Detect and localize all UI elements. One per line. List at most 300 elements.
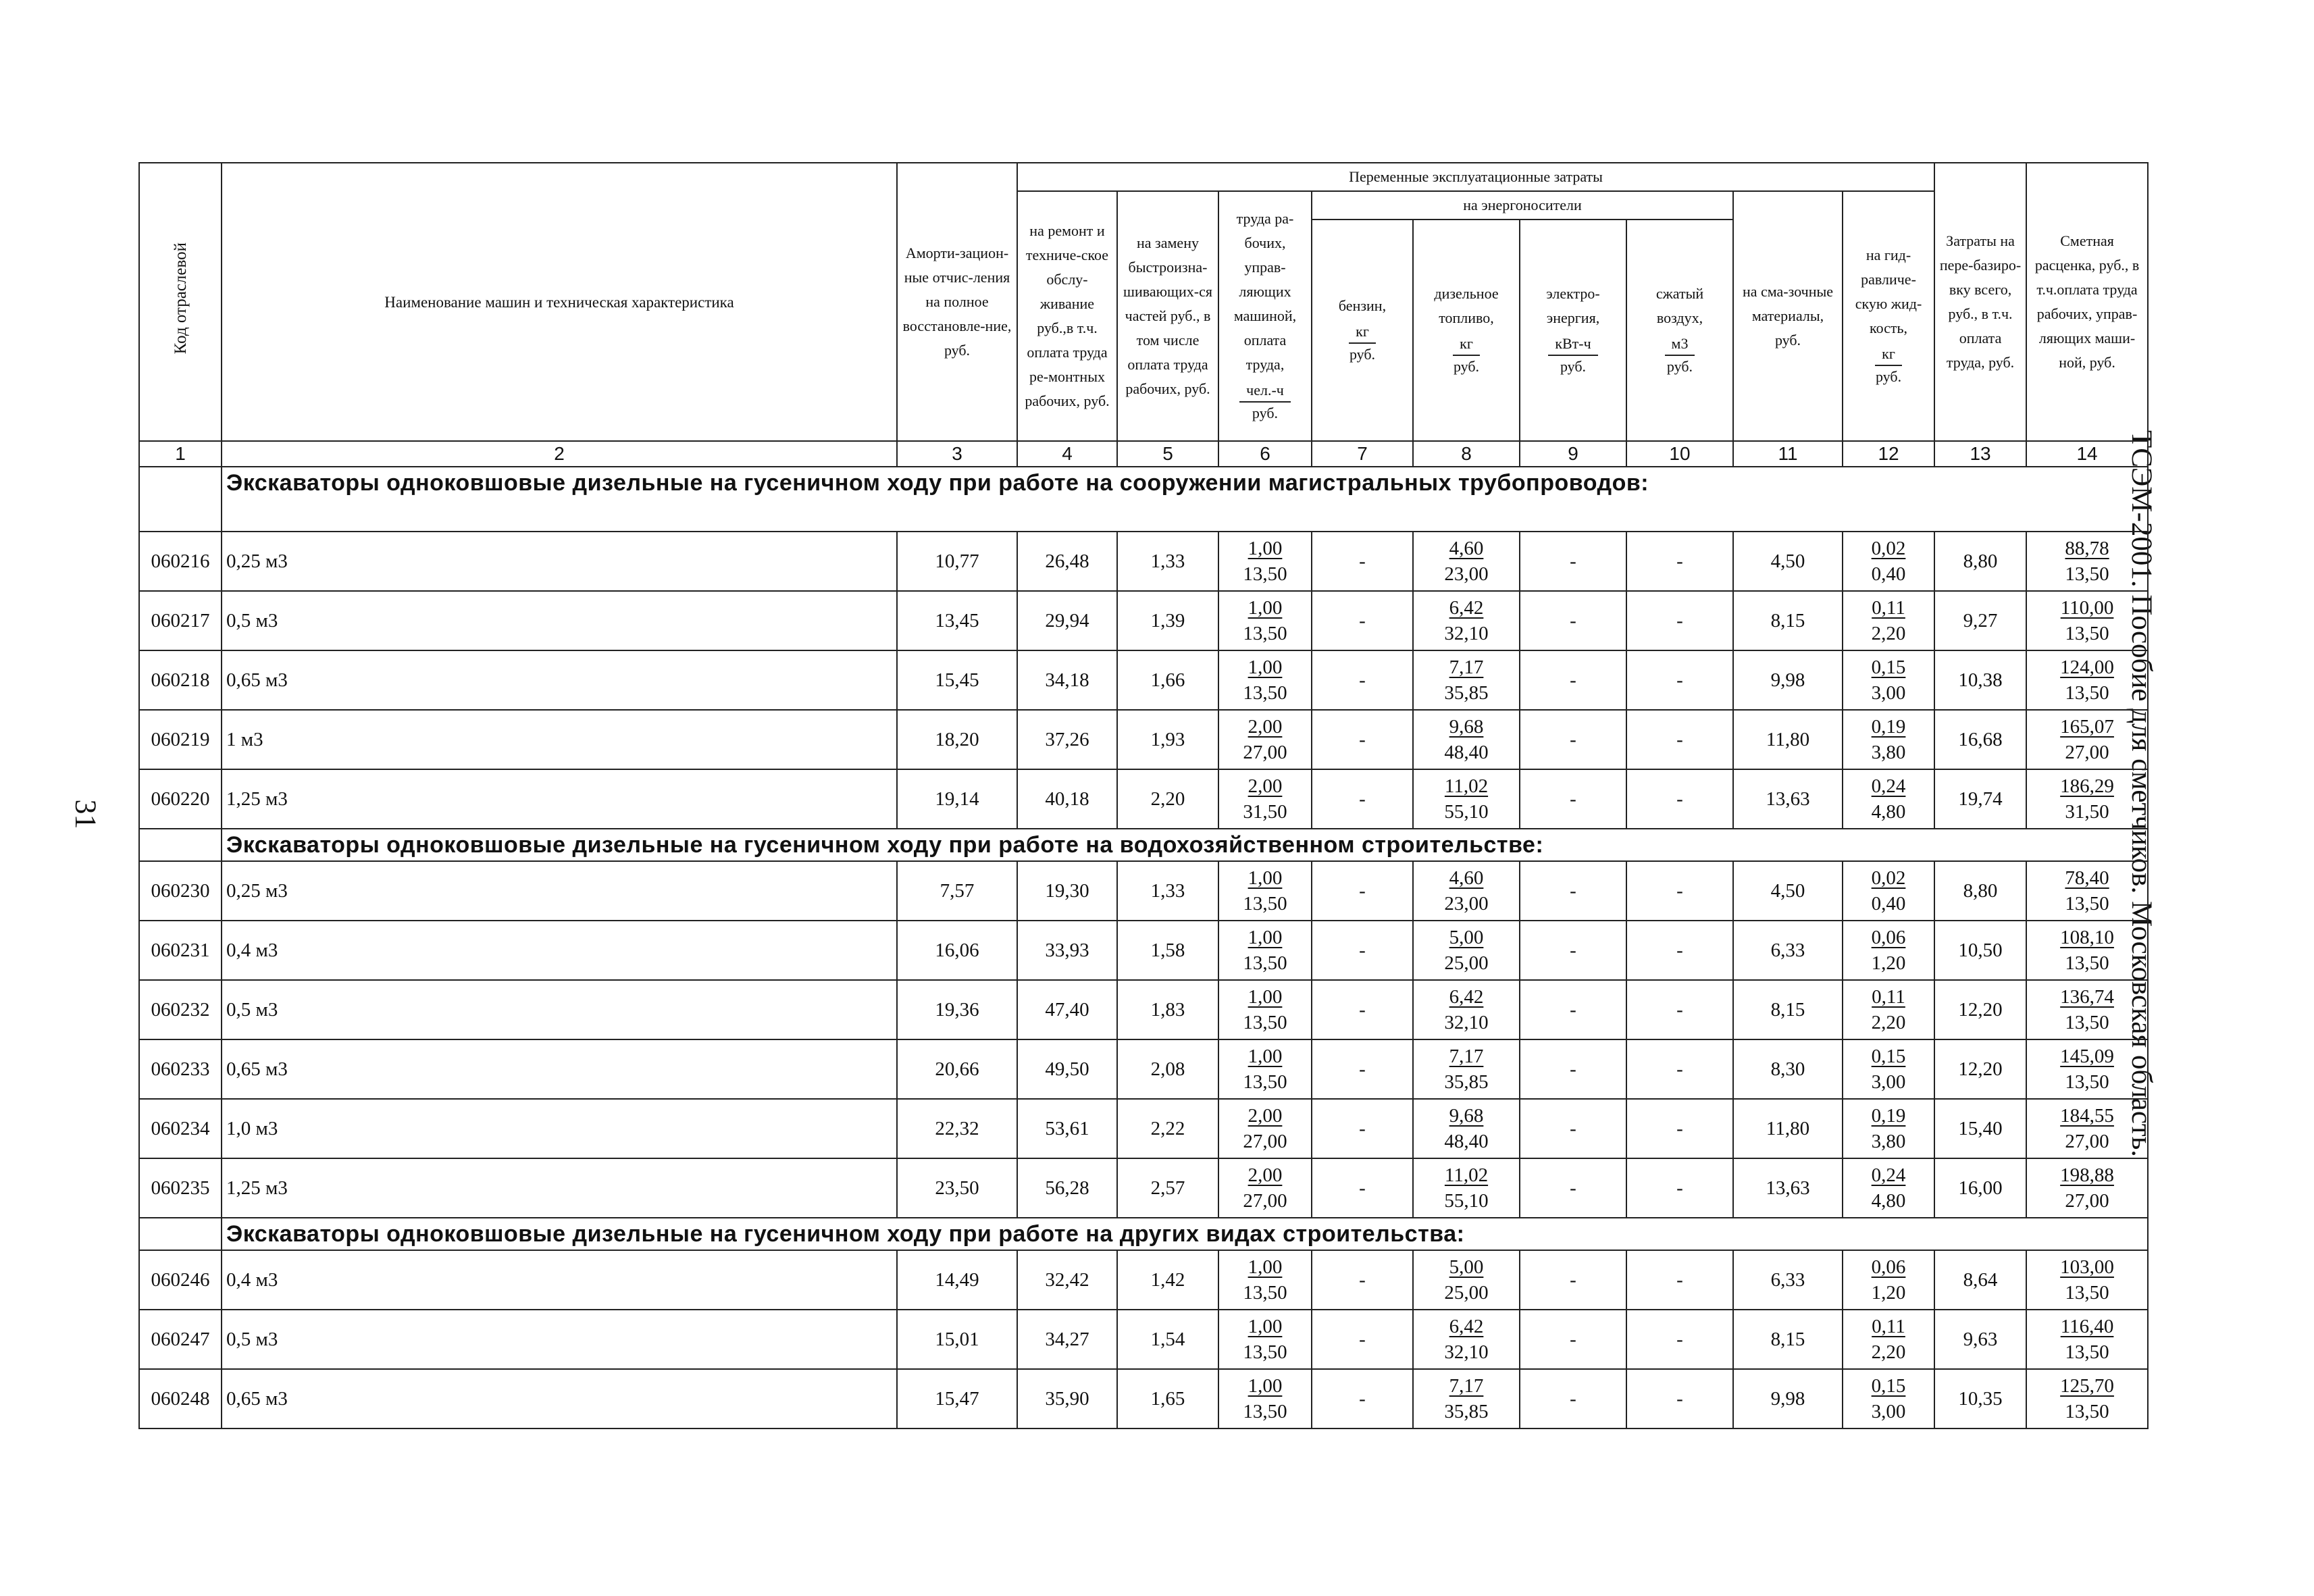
amortization-value: 16,06 bbox=[897, 921, 1017, 980]
labor-value-top: 2,00 bbox=[1248, 716, 1283, 738]
diesel-value-bottom: 48,40 bbox=[1444, 1131, 1489, 1152]
section-title: Экскаваторы одноковшовые дизельные на гусеничном ходу при работе на сооружении магистральных трубопроводов: bbox=[222, 467, 2148, 532]
estimated-rate-value-bottom: 27,00 bbox=[2065, 742, 2109, 763]
amortization-value: 19,14 bbox=[897, 769, 1017, 829]
labor-value-cell bbox=[1218, 1099, 1312, 1158]
estimated-rate-value-cell bbox=[2026, 1039, 2148, 1099]
estimated-rate-value-bottom: 13,50 bbox=[2065, 1341, 2109, 1363]
repair-value: 32,42 bbox=[1017, 1250, 1117, 1310]
estimated-rate-value-bottom: 13,50 bbox=[2065, 1282, 2109, 1304]
relocation-value: 19,74 bbox=[1934, 769, 2026, 829]
diesel-value-cell bbox=[1413, 1369, 1520, 1428]
repair-value: 29,94 bbox=[1017, 591, 1117, 650]
estimated-rate-value-top: 165,07 bbox=[2060, 716, 2114, 738]
parts-value: 1,42 bbox=[1117, 1250, 1218, 1310]
parts-value: 1,58 bbox=[1117, 921, 1218, 980]
relocation-value: 8,64 bbox=[1934, 1250, 2026, 1310]
machine-code: 060218 bbox=[139, 650, 222, 710]
hydraulic-value-cell bbox=[1843, 769, 1934, 829]
hydraulic-value-bottom: 1,20 bbox=[1871, 1282, 1906, 1304]
labor-value-top: 2,00 bbox=[1248, 1105, 1283, 1127]
labor-value-top: 2,00 bbox=[1248, 775, 1283, 797]
relocation-value: 15,40 bbox=[1934, 1099, 2026, 1158]
header-amortization: Аморти-зацион-ные отчис-ления на полное восстановле-ние, руб. bbox=[897, 163, 1017, 441]
labor-value-cell bbox=[1218, 921, 1312, 980]
table-row bbox=[139, 980, 2148, 1039]
labor-value-top: 1,00 bbox=[1248, 597, 1283, 619]
lubricants-value: 13,63 bbox=[1733, 769, 1843, 829]
compressed-air-value: - bbox=[1626, 650, 1733, 710]
diesel-value-bottom: 25,00 bbox=[1444, 1282, 1489, 1304]
relocation-value: 9,63 bbox=[1934, 1310, 2026, 1369]
table-row bbox=[139, 1250, 2148, 1310]
machine-code: 060232 bbox=[139, 980, 222, 1039]
petrol-value: - bbox=[1312, 769, 1413, 829]
machine-code: 060220 bbox=[139, 769, 222, 829]
repair-value: 34,18 bbox=[1017, 650, 1117, 710]
amortization-value: 13,45 bbox=[897, 591, 1017, 650]
petrol-value: - bbox=[1312, 650, 1413, 710]
labor-value-top: 2,00 bbox=[1248, 1164, 1283, 1186]
estimated-rate-value-cell bbox=[2026, 591, 2148, 650]
labor-value-bottom: 27,00 bbox=[1243, 1131, 1287, 1152]
section-row bbox=[139, 467, 2148, 532]
labor-value-bottom: 13,50 bbox=[1243, 682, 1287, 704]
header-repair: на ремонт и техниче-ское обслу-живание руб.,в т.ч. оплата труда ре-монтных рабочих, руб. bbox=[1017, 191, 1117, 441]
amortization-value: 23,50 bbox=[897, 1158, 1017, 1218]
estimated-rate-value-cell bbox=[2026, 1158, 2148, 1218]
estimated-rate-value-cell bbox=[2026, 710, 2148, 769]
header-estimated-rate: Сметная расценка, руб., в т.ч.оплата труда рабочих, управ-ляющих маши- ной, руб. bbox=[2026, 163, 2148, 441]
table-row bbox=[139, 1158, 2148, 1218]
hydraulic-value-cell bbox=[1843, 921, 1934, 980]
diesel-value-top: 11,02 bbox=[1444, 775, 1489, 797]
diesel-value-top: 6,42 bbox=[1449, 1316, 1484, 1337]
header-parts: на замену быстроизна-шивающих-ся частей руб., в том числе оплата труда рабочих, руб. bbox=[1117, 191, 1218, 441]
column-number: 11 bbox=[1733, 441, 1843, 467]
machine-name: 0,4 м3 bbox=[222, 921, 897, 980]
hydraulic-value-bottom: 4,80 bbox=[1871, 801, 1906, 823]
labor-value-top: 1,00 bbox=[1248, 1256, 1283, 1278]
parts-value: 1,83 bbox=[1117, 980, 1218, 1039]
compressed-air-value: - bbox=[1626, 1369, 1733, 1428]
electricity-value: - bbox=[1520, 591, 1626, 650]
electricity-value: - bbox=[1520, 980, 1626, 1039]
machine-name: 0,5 м3 bbox=[222, 980, 897, 1039]
hydraulic-value-cell bbox=[1843, 1158, 1934, 1218]
labor-value-bottom: 13,50 bbox=[1243, 893, 1287, 915]
machine-code: 060246 bbox=[139, 1250, 222, 1310]
hydraulic-value-top: 0,11 bbox=[1872, 597, 1905, 619]
lubricants-value: 8,15 bbox=[1733, 980, 1843, 1039]
header-diesel: дизельное топливо, кг руб. bbox=[1413, 220, 1520, 441]
repair-value: 49,50 bbox=[1017, 1039, 1117, 1099]
estimated-rate-value-top: 145,09 bbox=[2060, 1046, 2114, 1067]
estimated-rate-value-top: 103,00 bbox=[2060, 1256, 2114, 1278]
labor-value-bottom: 13,50 bbox=[1243, 563, 1287, 585]
column-number: 10 bbox=[1626, 441, 1733, 467]
labor-value-bottom: 13,50 bbox=[1243, 1071, 1287, 1093]
relocation-value: 16,00 bbox=[1934, 1158, 2026, 1218]
amortization-value: 7,57 bbox=[897, 861, 1017, 921]
machine-name: 0,4 м3 bbox=[222, 1250, 897, 1310]
labor-value-cell bbox=[1218, 1369, 1312, 1428]
hydraulic-value-bottom: 0,40 bbox=[1871, 893, 1906, 915]
document-side-title: ТСЭМ-2001. Пособие для сметчиков. Московская область. bbox=[2126, 430, 2157, 1158]
labor-value-cell bbox=[1218, 710, 1312, 769]
compressed-air-value: - bbox=[1626, 1099, 1733, 1158]
table-row bbox=[139, 861, 2148, 921]
diesel-value-cell bbox=[1413, 1099, 1520, 1158]
labor-value-top: 1,00 bbox=[1248, 657, 1283, 678]
estimated-rate-value-bottom: 27,00 bbox=[2065, 1190, 2109, 1212]
diesel-value-cell bbox=[1413, 769, 1520, 829]
diesel-value-bottom: 23,00 bbox=[1444, 563, 1489, 585]
diesel-value-top: 4,60 bbox=[1449, 867, 1484, 889]
machine-name: 0,65 м3 bbox=[222, 1369, 897, 1428]
parts-value: 2,08 bbox=[1117, 1039, 1218, 1099]
lubricants-value: 13,63 bbox=[1733, 1158, 1843, 1218]
estimated-rate-value-cell bbox=[2026, 532, 2148, 591]
repair-value: 47,40 bbox=[1017, 980, 1117, 1039]
diesel-value-cell bbox=[1413, 650, 1520, 710]
hydraulic-value-top: 0,11 bbox=[1872, 986, 1905, 1008]
column-number: 8 bbox=[1413, 441, 1520, 467]
diesel-value-bottom: 32,10 bbox=[1444, 623, 1489, 644]
header-lubricants: на сма-зочные материалы, руб. bbox=[1733, 191, 1843, 441]
header-labor: труда ра-бочих, управ-ляющих машиной, оплата труда, чел.-ч руб. bbox=[1218, 191, 1312, 441]
header-code: Код отраслевой bbox=[139, 163, 222, 441]
machine-name: 1,25 м3 bbox=[222, 769, 897, 829]
compressed-air-value: - bbox=[1626, 861, 1733, 921]
machine-code: 060230 bbox=[139, 861, 222, 921]
diesel-value-cell bbox=[1413, 710, 1520, 769]
estimated-rate-value-cell bbox=[2026, 1369, 2148, 1428]
repair-value: 40,18 bbox=[1017, 769, 1117, 829]
electricity-value: - bbox=[1520, 1099, 1626, 1158]
machine-name: 0,25 м3 bbox=[222, 532, 897, 591]
estimated-rate-value-top: 124,00 bbox=[2060, 657, 2114, 678]
compressed-air-value: - bbox=[1626, 591, 1733, 650]
petrol-value: - bbox=[1312, 1369, 1413, 1428]
machine-code: 060247 bbox=[139, 1310, 222, 1369]
estimated-rate-value-bottom: 13,50 bbox=[2065, 682, 2109, 704]
petrol-value: - bbox=[1312, 710, 1413, 769]
diesel-value-top: 4,60 bbox=[1449, 538, 1484, 559]
machine-code: 060248 bbox=[139, 1369, 222, 1428]
column-numbers-row bbox=[139, 441, 2148, 467]
hydraulic-value-top: 0,15 bbox=[1871, 1375, 1906, 1397]
petrol-value: - bbox=[1312, 861, 1413, 921]
column-number: 3 bbox=[897, 441, 1017, 467]
parts-value: 1,66 bbox=[1117, 650, 1218, 710]
hydraulic-value-bottom: 2,20 bbox=[1871, 1341, 1906, 1363]
electricity-value: - bbox=[1520, 1250, 1626, 1310]
electricity-value: - bbox=[1520, 710, 1626, 769]
hydraulic-value-bottom: 0,40 bbox=[1871, 563, 1906, 585]
electricity-value: - bbox=[1520, 1369, 1626, 1428]
machine-code: 060216 bbox=[139, 532, 222, 591]
amortization-value: 15,45 bbox=[897, 650, 1017, 710]
relocation-value: 8,80 bbox=[1934, 532, 2026, 591]
labor-value-bottom: 13,50 bbox=[1243, 1401, 1287, 1422]
header-hydraulic: на гид-равличе-скую жид-кость, кг руб. bbox=[1843, 191, 1934, 441]
electricity-value: - bbox=[1520, 532, 1626, 591]
diesel-value-top: 6,42 bbox=[1449, 597, 1484, 619]
labor-value-top: 1,00 bbox=[1248, 986, 1283, 1008]
hydraulic-value-bottom: 4,80 bbox=[1871, 1190, 1906, 1212]
diesel-value-bottom: 35,85 bbox=[1444, 1401, 1489, 1422]
diesel-value-cell bbox=[1413, 532, 1520, 591]
estimated-rate-value-cell bbox=[2026, 921, 2148, 980]
repair-value: 56,28 bbox=[1017, 1158, 1117, 1218]
header-energy: на энергоносители bbox=[1312, 191, 1733, 220]
estimated-rate-value-bottom: 13,50 bbox=[2065, 563, 2109, 585]
column-number: 2 bbox=[222, 441, 897, 467]
table-row bbox=[139, 710, 2148, 769]
hydraulic-value-top: 0,15 bbox=[1871, 657, 1906, 678]
repair-value: 34,27 bbox=[1017, 1310, 1117, 1369]
diesel-value-cell bbox=[1413, 861, 1520, 921]
estimated-rate-value-top: 184,55 bbox=[2060, 1105, 2114, 1127]
hydraulic-value-top: 0,02 bbox=[1871, 867, 1906, 889]
lubricants-value: 4,50 bbox=[1733, 532, 1843, 591]
hydraulic-value-bottom: 3,00 bbox=[1871, 1401, 1906, 1422]
table-row bbox=[139, 1310, 2148, 1369]
labor-value-bottom: 13,50 bbox=[1243, 623, 1287, 644]
amortization-value: 20,66 bbox=[897, 1039, 1017, 1099]
column-number: 4 bbox=[1017, 441, 1117, 467]
lubricants-value: 9,98 bbox=[1733, 650, 1843, 710]
lubricants-value: 11,80 bbox=[1733, 710, 1843, 769]
labor-value-cell bbox=[1218, 861, 1312, 921]
column-number: 5 bbox=[1117, 441, 1218, 467]
column-number: 9 bbox=[1520, 441, 1626, 467]
repair-value: 26,48 bbox=[1017, 532, 1117, 591]
amortization-value: 10,77 bbox=[897, 532, 1017, 591]
petrol-value: - bbox=[1312, 532, 1413, 591]
estimated-rate-value-top: 186,29 bbox=[2060, 775, 2114, 797]
hydraulic-value-top: 0,06 bbox=[1871, 1256, 1906, 1278]
labor-value-bottom: 27,00 bbox=[1243, 742, 1287, 763]
section-title: Экскаваторы одноковшовые дизельные на гусеничном ходу при работе на других видах строительства: bbox=[222, 1218, 2148, 1250]
header-petrol: бензин, кг руб. bbox=[1312, 220, 1413, 441]
lubricants-value: 11,80 bbox=[1733, 1099, 1843, 1158]
diesel-value-top: 6,42 bbox=[1449, 986, 1484, 1008]
relocation-value: 12,20 bbox=[1934, 1039, 2026, 1099]
column-number: 13 bbox=[1934, 441, 2026, 467]
repair-value: 19,30 bbox=[1017, 861, 1117, 921]
estimated-rate-value-bottom: 13,50 bbox=[2065, 893, 2109, 915]
hydraulic-value-top: 0,19 bbox=[1871, 1105, 1906, 1127]
hydraulic-value-top: 0,19 bbox=[1871, 716, 1906, 738]
lubricants-value: 4,50 bbox=[1733, 861, 1843, 921]
estimated-rate-value-cell bbox=[2026, 1250, 2148, 1310]
table-row bbox=[139, 650, 2148, 710]
section-row bbox=[139, 829, 2148, 861]
labor-value-top: 1,00 bbox=[1248, 867, 1283, 889]
petrol-value: - bbox=[1312, 1250, 1413, 1310]
parts-value: 1,33 bbox=[1117, 861, 1218, 921]
diesel-value-bottom: 23,00 bbox=[1444, 893, 1489, 915]
estimated-rate-value-top: 110,00 bbox=[2060, 597, 2114, 619]
diesel-value-top: 7,17 bbox=[1449, 1046, 1484, 1067]
table-body bbox=[139, 441, 2148, 1428]
diesel-value-top: 7,17 bbox=[1449, 657, 1484, 678]
hydraulic-value-top: 0,15 bbox=[1871, 1046, 1906, 1067]
estimated-rate-value-top: 88,78 bbox=[2065, 538, 2109, 559]
diesel-value-cell bbox=[1413, 980, 1520, 1039]
header-variable-costs: Переменные эксплуатационные затраты bbox=[1017, 163, 1934, 191]
hydraulic-value-bottom: 3,80 bbox=[1871, 1131, 1906, 1152]
diesel-value-bottom: 32,10 bbox=[1444, 1341, 1489, 1363]
relocation-value: 16,68 bbox=[1934, 710, 2026, 769]
table-row bbox=[139, 1369, 2148, 1428]
hydraulic-value-cell bbox=[1843, 591, 1934, 650]
estimated-rate-value-bottom: 27,00 bbox=[2065, 1131, 2109, 1152]
diesel-value-top: 11,02 bbox=[1444, 1164, 1489, 1186]
labor-value-cell bbox=[1218, 532, 1312, 591]
compressed-air-value: - bbox=[1626, 710, 1733, 769]
labor-value-top: 1,00 bbox=[1248, 538, 1283, 559]
diesel-value-bottom: 35,85 bbox=[1444, 682, 1489, 704]
electricity-value: - bbox=[1520, 769, 1626, 829]
repair-value: 35,90 bbox=[1017, 1369, 1117, 1428]
petrol-value: - bbox=[1312, 1039, 1413, 1099]
estimated-rate-value-cell bbox=[2026, 650, 2148, 710]
parts-value: 1,54 bbox=[1117, 1310, 1218, 1369]
labor-value-bottom: 13,50 bbox=[1243, 1282, 1287, 1304]
estimated-rate-value-cell bbox=[2026, 1099, 2148, 1158]
labor-value-top: 1,00 bbox=[1248, 1046, 1283, 1067]
table-row bbox=[139, 921, 2148, 980]
compressed-air-value: - bbox=[1626, 532, 1733, 591]
labor-value-bottom: 27,00 bbox=[1243, 1190, 1287, 1212]
table-row bbox=[139, 1099, 2148, 1158]
relocation-value: 8,80 bbox=[1934, 861, 2026, 921]
machine-name: 0,65 м3 bbox=[222, 1039, 897, 1099]
table-row bbox=[139, 1039, 2148, 1099]
table-row bbox=[139, 532, 2148, 591]
lubricants-value: 9,98 bbox=[1733, 1369, 1843, 1428]
diesel-value-bottom: 25,00 bbox=[1444, 952, 1489, 974]
table-row bbox=[139, 769, 2148, 829]
machine-name: 0,25 м3 bbox=[222, 861, 897, 921]
parts-value: 2,22 bbox=[1117, 1099, 1218, 1158]
labor-value-cell bbox=[1218, 980, 1312, 1039]
header-compressed-air: сжатый воздух, м3 руб. bbox=[1626, 220, 1733, 441]
hydraulic-value-cell bbox=[1843, 1039, 1934, 1099]
labor-value-cell bbox=[1218, 1250, 1312, 1310]
parts-value: 1,93 bbox=[1117, 710, 1218, 769]
relocation-value: 10,35 bbox=[1934, 1369, 2026, 1428]
header-name: Наименование машин и техническая характеристика bbox=[222, 163, 897, 441]
compressed-air-value: - bbox=[1626, 921, 1733, 980]
estimated-rate-value-bottom: 13,50 bbox=[2065, 1071, 2109, 1093]
parts-value: 1,33 bbox=[1117, 532, 1218, 591]
electricity-value: - bbox=[1520, 1310, 1626, 1369]
labor-value-top: 1,00 bbox=[1248, 1375, 1283, 1397]
labor-value-bottom: 13,50 bbox=[1243, 952, 1287, 974]
hydraulic-value-cell bbox=[1843, 1250, 1934, 1310]
amortization-value: 18,20 bbox=[897, 710, 1017, 769]
machine-name: 0,65 м3 bbox=[222, 650, 897, 710]
machine-name: 0,5 м3 bbox=[222, 591, 897, 650]
amortization-value: 14,49 bbox=[897, 1250, 1017, 1310]
electricity-value: - bbox=[1520, 921, 1626, 980]
machine-code: 060233 bbox=[139, 1039, 222, 1099]
lubricants-value: 8,15 bbox=[1733, 591, 1843, 650]
hydraulic-value-top: 0,11 bbox=[1872, 1316, 1905, 1337]
parts-value: 2,20 bbox=[1117, 769, 1218, 829]
hydraulic-value-cell bbox=[1843, 1310, 1934, 1369]
labor-value-cell bbox=[1218, 1158, 1312, 1218]
header-electricity: электро-энергия, кВт-ч руб. bbox=[1520, 220, 1626, 441]
column-number: 7 bbox=[1312, 441, 1413, 467]
electricity-value: - bbox=[1520, 1158, 1626, 1218]
compressed-air-value: - bbox=[1626, 1310, 1733, 1369]
hydraulic-value-top: 0,24 bbox=[1871, 775, 1906, 797]
diesel-value-bottom: 35,85 bbox=[1444, 1071, 1489, 1093]
diesel-value-bottom: 55,10 bbox=[1444, 1190, 1489, 1212]
hydraulic-value-bottom: 1,20 bbox=[1871, 952, 1906, 974]
diesel-value-cell bbox=[1413, 1250, 1520, 1310]
compressed-air-value: - bbox=[1626, 1158, 1733, 1218]
estimated-rate-value-top: 78,40 bbox=[2065, 867, 2109, 889]
relocation-value: 10,50 bbox=[1934, 921, 2026, 980]
machine-name: 1,25 м3 bbox=[222, 1158, 897, 1218]
diesel-value-cell bbox=[1413, 1039, 1520, 1099]
hydraulic-value-cell bbox=[1843, 650, 1934, 710]
hydraulic-value-cell bbox=[1843, 980, 1934, 1039]
estimated-rate-value-bottom: 13,50 bbox=[2065, 1012, 2109, 1033]
diesel-value-cell bbox=[1413, 591, 1520, 650]
compressed-air-value: - bbox=[1626, 1039, 1733, 1099]
table-row bbox=[139, 591, 2148, 650]
parts-value: 1,65 bbox=[1117, 1369, 1218, 1428]
lubricants-value: 6,33 bbox=[1733, 921, 1843, 980]
section-row bbox=[139, 1218, 2148, 1250]
estimated-rate-value-cell bbox=[2026, 769, 2148, 829]
relocation-value: 10,38 bbox=[1934, 650, 2026, 710]
hydraulic-value-cell bbox=[1843, 1099, 1934, 1158]
hydraulic-value-bottom: 3,00 bbox=[1871, 1071, 1906, 1093]
petrol-value: - bbox=[1312, 1310, 1413, 1369]
diesel-value-top: 9,68 bbox=[1449, 716, 1484, 738]
hydraulic-value-cell bbox=[1843, 710, 1934, 769]
machine-code: 060231 bbox=[139, 921, 222, 980]
diesel-value-bottom: 55,10 bbox=[1444, 801, 1489, 823]
estimated-rate-value-top: 108,10 bbox=[2060, 927, 2114, 948]
hydraulic-value-cell bbox=[1843, 532, 1934, 591]
labor-value-cell bbox=[1218, 1039, 1312, 1099]
estimated-rate-value-top: 116,40 bbox=[2060, 1316, 2114, 1337]
diesel-value-bottom: 32,10 bbox=[1444, 1012, 1489, 1033]
hydraulic-value-bottom: 3,80 bbox=[1871, 742, 1906, 763]
hydraulic-value-top: 0,02 bbox=[1871, 538, 1906, 559]
petrol-value: - bbox=[1312, 591, 1413, 650]
compressed-air-value: - bbox=[1626, 1250, 1733, 1310]
labor-value-cell bbox=[1218, 650, 1312, 710]
petrol-value: - bbox=[1312, 1158, 1413, 1218]
hydraulic-value-top: 0,24 bbox=[1871, 1164, 1906, 1186]
relocation-value: 9,27 bbox=[1934, 591, 2026, 650]
amortization-value: 19,36 bbox=[897, 980, 1017, 1039]
section-title: Экскаваторы одноковшовые дизельные на гусеничном ходу при работе на водохозяйственном строительстве: bbox=[222, 829, 2148, 861]
estimated-rate-value-cell bbox=[2026, 980, 2148, 1039]
machine-code: 060219 bbox=[139, 710, 222, 769]
column-number: 1 bbox=[139, 441, 222, 467]
